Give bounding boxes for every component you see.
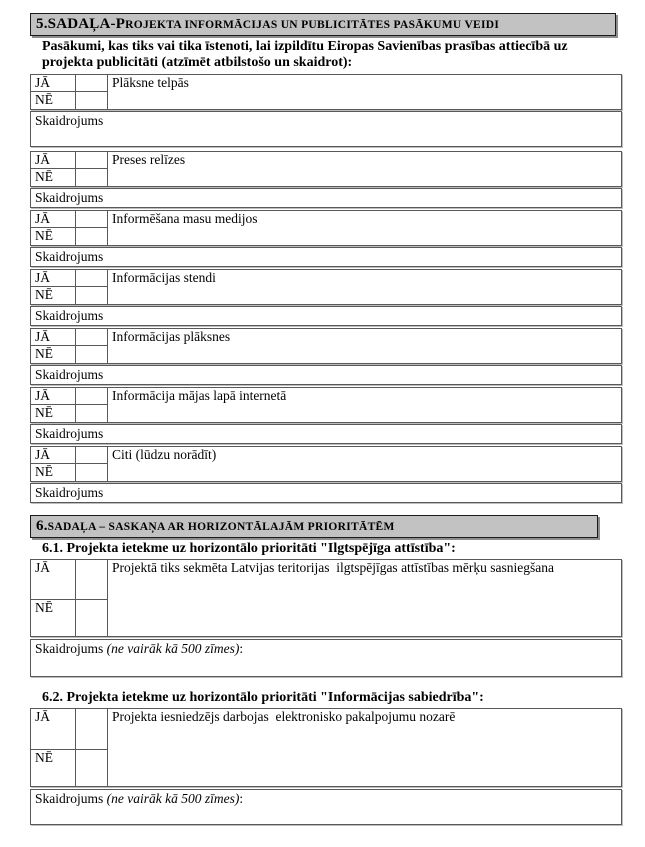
yes-label: JĀ <box>31 560 76 600</box>
yes-checkbox-cell[interactable] <box>76 152 108 169</box>
statement-62: Projekta iesniedzējs darbojas elektronisko pakalpojumu nozarē <box>112 709 456 724</box>
yes-no-table <box>30 74 622 110</box>
explanation-cell-62[interactable] <box>30 789 622 825</box>
explanation-colon: : <box>239 791 244 806</box>
statement-61: Projektā tiks sekmēta Latvijas teritorijas ilgtspējīgas attīstības mērķu sasniegšana <box>112 560 555 575</box>
yes-checkbox-cell[interactable] <box>76 560 108 600</box>
item-label: Informēšana masu medijos <box>112 211 258 226</box>
no-checkbox-cell[interactable] <box>76 169 108 186</box>
yes-label: JĀ <box>31 709 76 750</box>
explanation-limit-note: (ne vairāk kā 500 zīmes) <box>106 791 240 806</box>
item-label: Informācija mājas lapā internetā <box>112 388 287 403</box>
yes-no-table <box>30 269 622 305</box>
publicity-block-masu-mediji <box>30 210 622 267</box>
yes-checkbox-cell[interactable] <box>76 709 108 750</box>
no-label: NĒ <box>31 92 76 109</box>
no-label: NĒ <box>31 287 76 304</box>
yes-no-table <box>30 151 622 187</box>
publicity-block-informacijas-plaksnes <box>30 328 622 385</box>
explanation-cell[interactable] <box>30 111 622 147</box>
yes-no-table <box>30 210 622 246</box>
section6-header-small: SADAĻA – SASKAŅA AR HORIZONTĀLAJĀM PRIORITĀTĒM <box>47 521 395 533</box>
yes-label: JĀ <box>31 388 76 405</box>
section6-header-bar <box>30 515 598 538</box>
yes-checkbox-cell[interactable] <box>76 211 108 228</box>
yes-no-table-61 <box>30 559 622 637</box>
yes-no-table <box>30 446 622 482</box>
no-label: NĒ <box>31 750 76 786</box>
explanation-label: Skaidrojums <box>35 426 104 441</box>
subsection-61-heading: 6.1. Projekta ietekme uz horizontālo prioritāti "Ilgtspējīga attīstība": <box>42 541 456 556</box>
explanation-label: Skaidrojums <box>35 485 104 500</box>
no-label: NĒ <box>31 169 76 186</box>
yes-no-table <box>30 387 622 423</box>
explanation-label: Skaidrojums <box>35 367 104 382</box>
explanation-cell-61[interactable] <box>30 639 622 677</box>
explanation-label: Skaidrojums <box>35 641 107 656</box>
section5-header-small: ROJEKTA INFORMĀCIJAS UN PUBLICITĀTES PASĀKUMU VEIDI <box>125 19 500 31</box>
item-label: Informācijas plāksnes <box>112 329 231 344</box>
yes-label: JĀ <box>31 75 76 92</box>
yes-label: JĀ <box>31 270 76 287</box>
item-label: Informācijas stendi <box>112 270 216 285</box>
yes-checkbox-cell[interactable] <box>76 75 108 92</box>
explanation-label: Skaidrojums <box>35 113 104 128</box>
explanation-cell[interactable] <box>30 424 622 444</box>
section5-header-big: 5.SADAĻA-P <box>36 16 126 32</box>
explanation-cell[interactable] <box>30 306 622 326</box>
no-label: NĒ <box>31 228 76 245</box>
explanation-cell[interactable] <box>30 483 622 503</box>
publicity-block-citi <box>30 446 622 503</box>
no-checkbox-cell[interactable] <box>76 346 108 363</box>
explanation-label: Skaidrojums <box>35 190 104 205</box>
explanation-label: Skaidrojums <box>35 308 104 323</box>
yes-label: JĀ <box>31 329 76 346</box>
yes-checkbox-cell[interactable] <box>76 447 108 464</box>
section5-intro-text: Pasākumi, kas tiks vai tika īstenoti, lai izpildītu Eiropas Savienības prasības attiecībā uz projekta publicitāti (atzīmēt atbilstošo un skaidrot): <box>42 39 568 70</box>
no-label: NĒ <box>31 346 76 363</box>
explanation-colon: : <box>239 641 244 656</box>
form-page <box>0 13 645 847</box>
no-label: NĒ <box>31 464 76 481</box>
item-label: Preses relīzes <box>112 152 186 167</box>
yes-no-table <box>30 328 622 364</box>
no-checkbox-cell[interactable] <box>76 600 108 636</box>
no-checkbox-cell[interactable] <box>76 464 108 481</box>
no-checkbox-cell[interactable] <box>76 405 108 422</box>
publicity-block-preses-relizes <box>30 151 622 208</box>
section5-header-bar <box>30 13 616 36</box>
yes-checkbox-cell[interactable] <box>76 388 108 405</box>
explanation-cell[interactable] <box>30 188 622 208</box>
publicity-block-plaksne-telpas <box>30 74 622 147</box>
yes-label: JĀ <box>31 211 76 228</box>
explanation-limit-note: (ne vairāk kā 500 zīmes) <box>106 641 240 656</box>
no-label: NĒ <box>31 600 76 636</box>
yes-checkbox-cell[interactable] <box>76 329 108 346</box>
explanation-label: Skaidrojums <box>35 249 104 264</box>
no-label: NĒ <box>31 405 76 422</box>
yes-label: JĀ <box>31 447 76 464</box>
yes-label: JĀ <box>31 152 76 169</box>
publicity-block-majas-lapa <box>30 387 622 444</box>
page-content <box>30 13 622 825</box>
explanation-cell[interactable] <box>30 365 622 385</box>
explanation-cell[interactable] <box>30 247 622 267</box>
publicity-block-informacijas-stendi <box>30 269 622 326</box>
yes-checkbox-cell[interactable] <box>76 270 108 287</box>
no-checkbox-cell[interactable] <box>76 287 108 304</box>
item-label: Citi (lūdzu norādīt) <box>112 447 217 462</box>
no-checkbox-cell[interactable] <box>76 750 108 786</box>
no-checkbox-cell[interactable] <box>76 228 108 245</box>
section6-header-big: 6. <box>36 518 48 534</box>
no-checkbox-cell[interactable] <box>76 92 108 109</box>
item-label: Plāksne telpās <box>112 75 189 90</box>
yes-no-table-62 <box>30 708 622 787</box>
subsection-62-heading: 6.2. Projekta ietekme uz horizontālo prioritāti "Informācijas sabiedrība": <box>42 690 484 705</box>
explanation-label: Skaidrojums <box>35 791 107 806</box>
